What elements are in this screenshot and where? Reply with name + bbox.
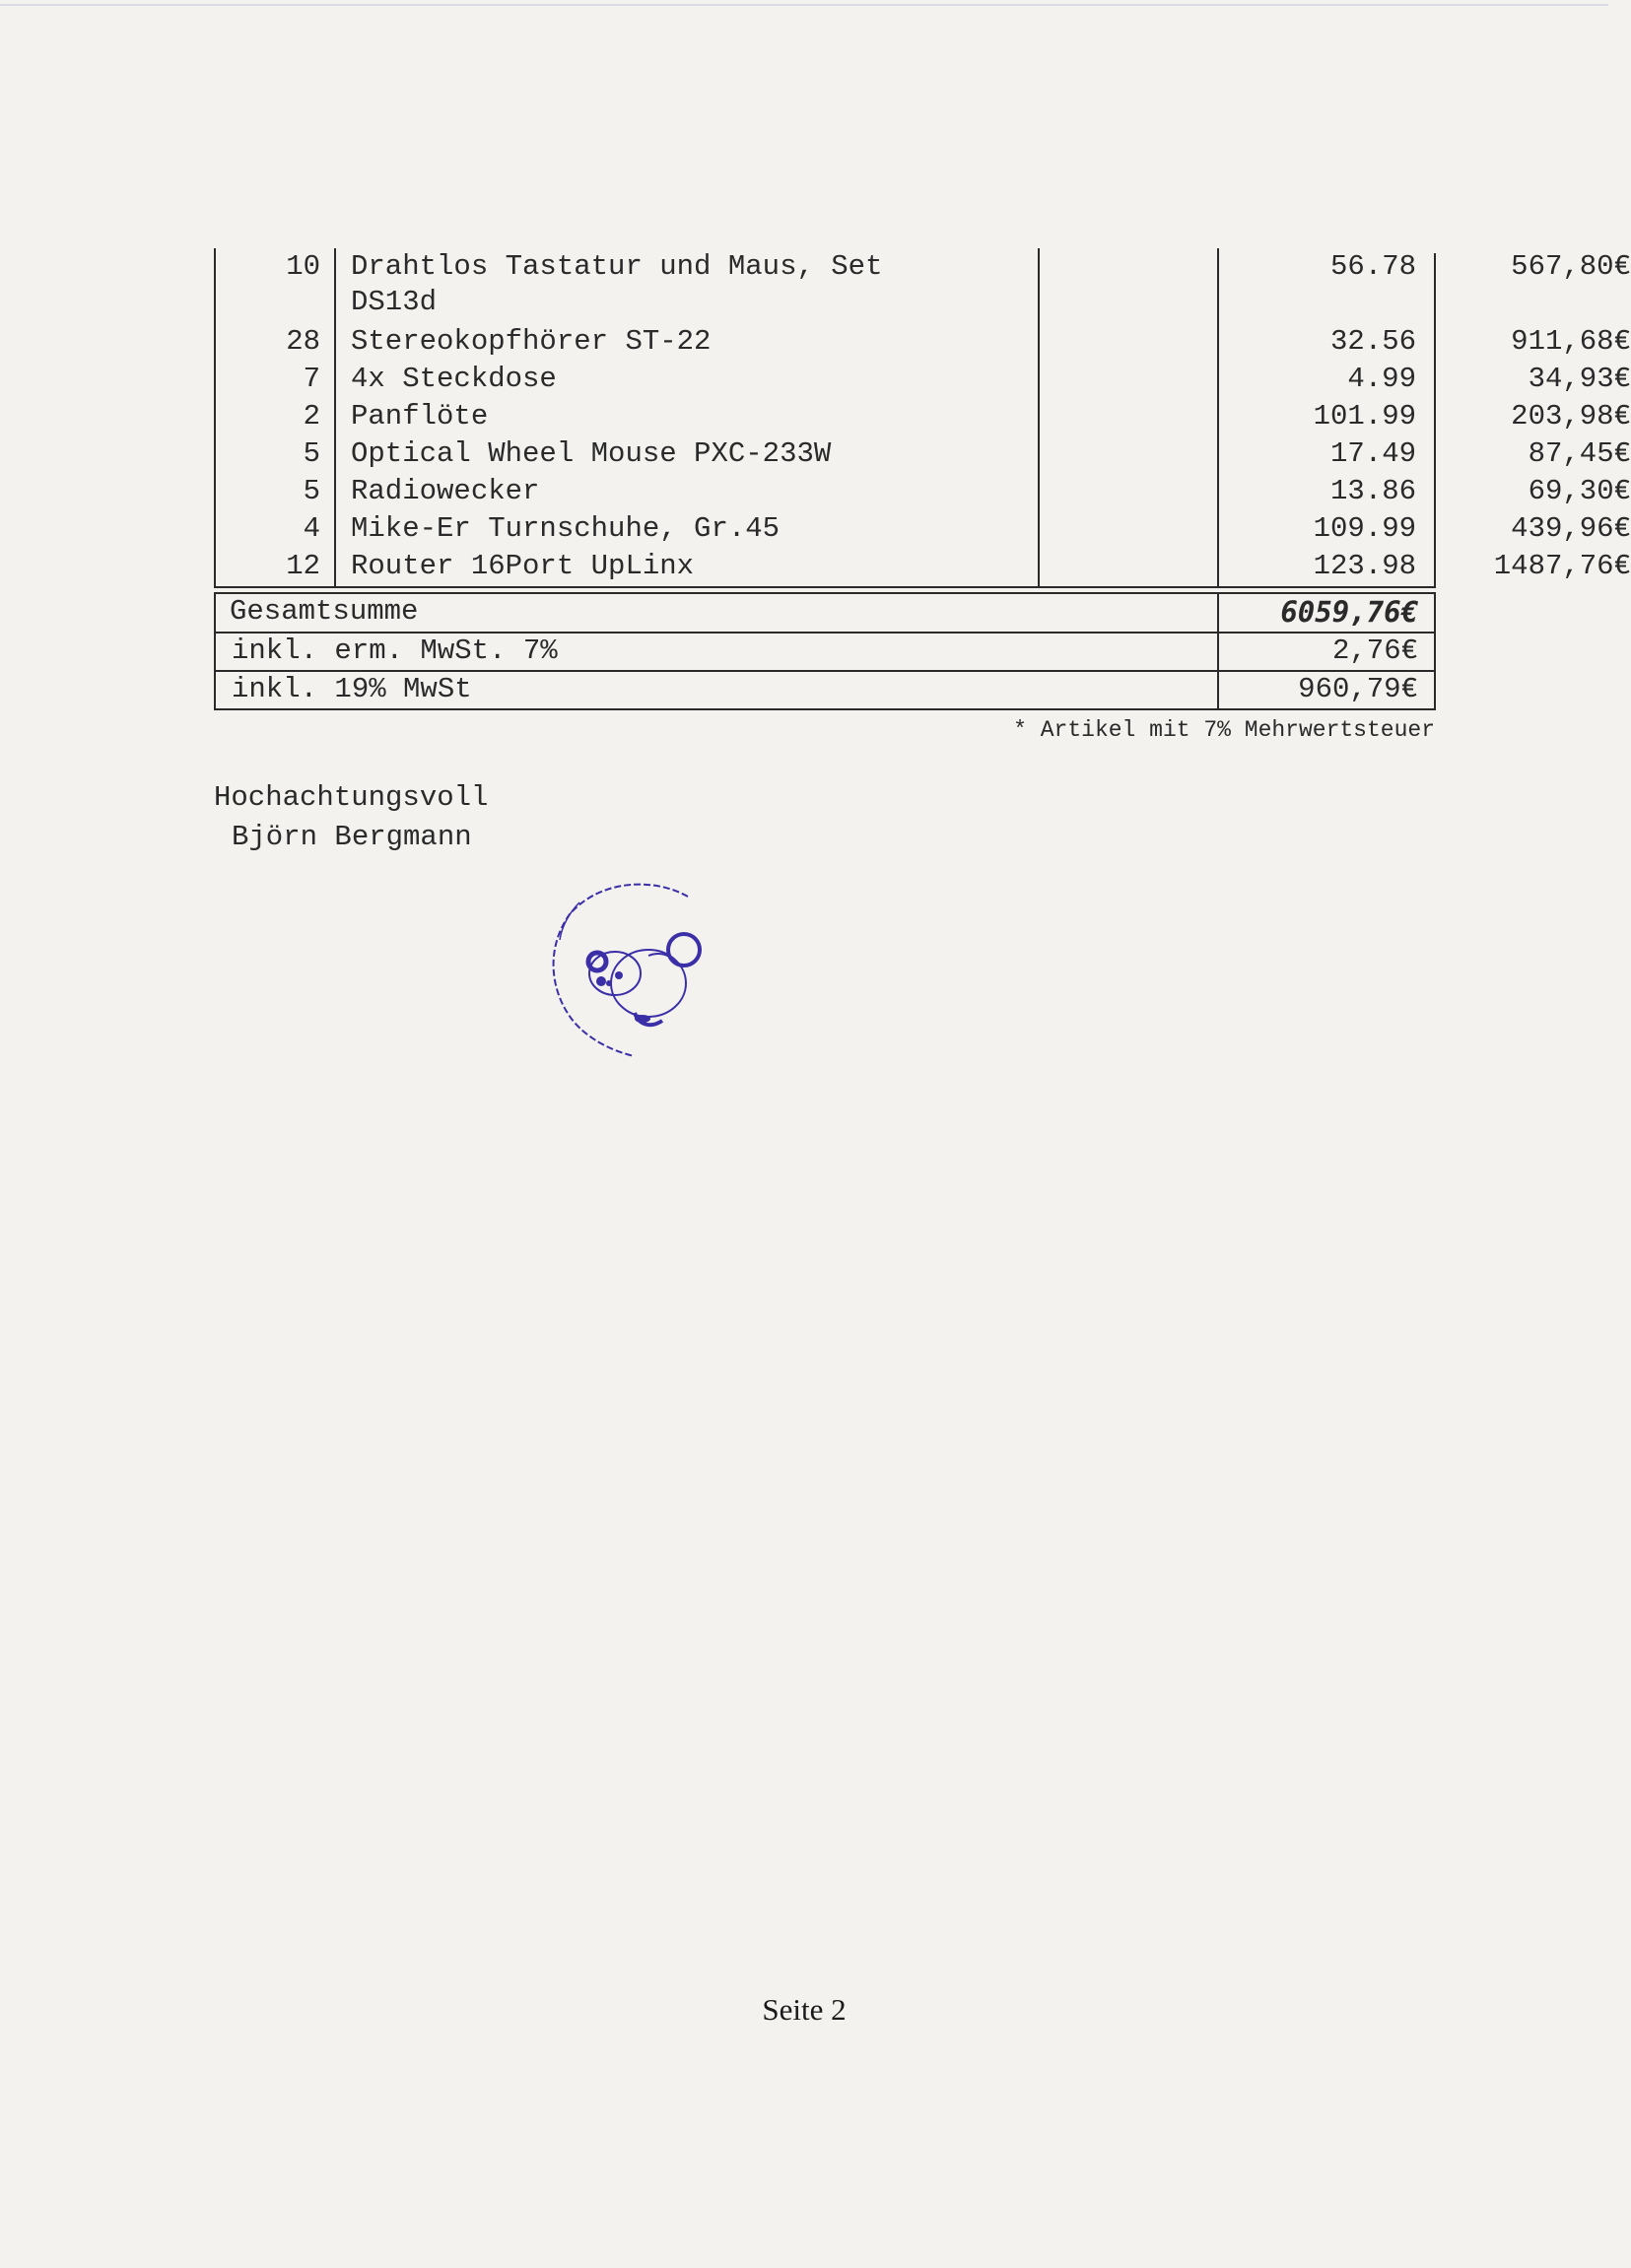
- item-total: 1487,76€: [1493, 550, 1631, 582]
- table-row: [214, 323, 1631, 361]
- vat-label: inkl. 19% MwSt: [232, 673, 472, 705]
- item-price: 32.56: [1329, 325, 1416, 358]
- item-qty: 7: [303, 363, 320, 395]
- table-row: [214, 361, 1631, 398]
- closing-greeting: Hochachtungsvoll: [214, 781, 489, 814]
- totals-table: [214, 592, 1436, 710]
- item-desc: Mike-Er Turnschuhe, Gr.45: [351, 512, 781, 545]
- table-row: [214, 548, 1631, 585]
- item-desc: Radiowecker: [351, 475, 540, 507]
- item-desc: 4x Steckdose: [351, 363, 557, 395]
- vat-footnote: * Artikel mit 7% Mehrwertsteuer: [1013, 717, 1435, 743]
- total-sum-label: Gesamtsumme: [230, 595, 419, 628]
- page-number: Seite 2: [762, 1992, 847, 2027]
- item-qty: 28: [286, 325, 320, 358]
- reduced-vat-row: [214, 633, 1436, 670]
- item-price: 123.98: [1313, 550, 1416, 582]
- item-desc: Router 16Port UpLinx: [351, 550, 695, 582]
- page-top-edge: [0, 4, 1608, 6]
- table-row: [214, 398, 1631, 435]
- item-qty: 10: [286, 250, 320, 283]
- item-price: 13.86: [1329, 475, 1416, 507]
- item-price: 17.49: [1329, 437, 1416, 470]
- total-sum-value: 6059,76€: [1280, 595, 1418, 629]
- item-price: 101.99: [1313, 400, 1416, 433]
- reduced-vat-label: inkl. erm. MwSt. 7%: [232, 634, 558, 667]
- table-row: [214, 510, 1631, 548]
- item-qty: 5: [303, 437, 320, 470]
- item-desc: Drahtlos Tastatur und Maus, Set: [351, 250, 883, 283]
- stamp-seal-icon: [540, 875, 727, 1062]
- table-border-bottom: [214, 586, 1436, 588]
- item-desc-continued: DS13d: [351, 286, 438, 318]
- vat-value: 960,79€: [1298, 673, 1418, 705]
- item-qty: 12: [286, 550, 320, 582]
- table-row: [214, 248, 1631, 318]
- item-qty: 4: [303, 512, 320, 545]
- table-row: [214, 435, 1631, 473]
- closing-signer-name: Björn Bergmann: [232, 821, 472, 853]
- total-sum-row: [214, 593, 1436, 631]
- items-table: [214, 248, 1631, 588]
- item-total: 87,45€: [1528, 437, 1631, 470]
- closing: [214, 778, 488, 857]
- item-total: 911,68€: [1511, 325, 1631, 358]
- item-total: 69,30€: [1528, 475, 1631, 507]
- item-qty: 5: [303, 475, 320, 507]
- table-row: [214, 473, 1631, 510]
- item-price: 4.99: [1347, 363, 1416, 395]
- item-desc: Optical Wheel Mouse PXC-233W: [351, 437, 832, 470]
- item-qty: 2: [303, 400, 320, 433]
- item-total: 34,93€: [1528, 363, 1631, 395]
- item-total: 439,96€: [1511, 512, 1631, 545]
- item-desc: Panflöte: [351, 400, 489, 433]
- item-desc: Stereokopfhörer ST-22: [351, 325, 712, 358]
- vat-row: [214, 671, 1436, 708]
- reduced-vat-value: 2,76€: [1331, 634, 1418, 667]
- item-price: 109.99: [1313, 512, 1416, 545]
- item-price: 56.78: [1329, 250, 1416, 283]
- item-total: 567,80€: [1511, 250, 1631, 283]
- item-total: 203,98€: [1511, 400, 1631, 433]
